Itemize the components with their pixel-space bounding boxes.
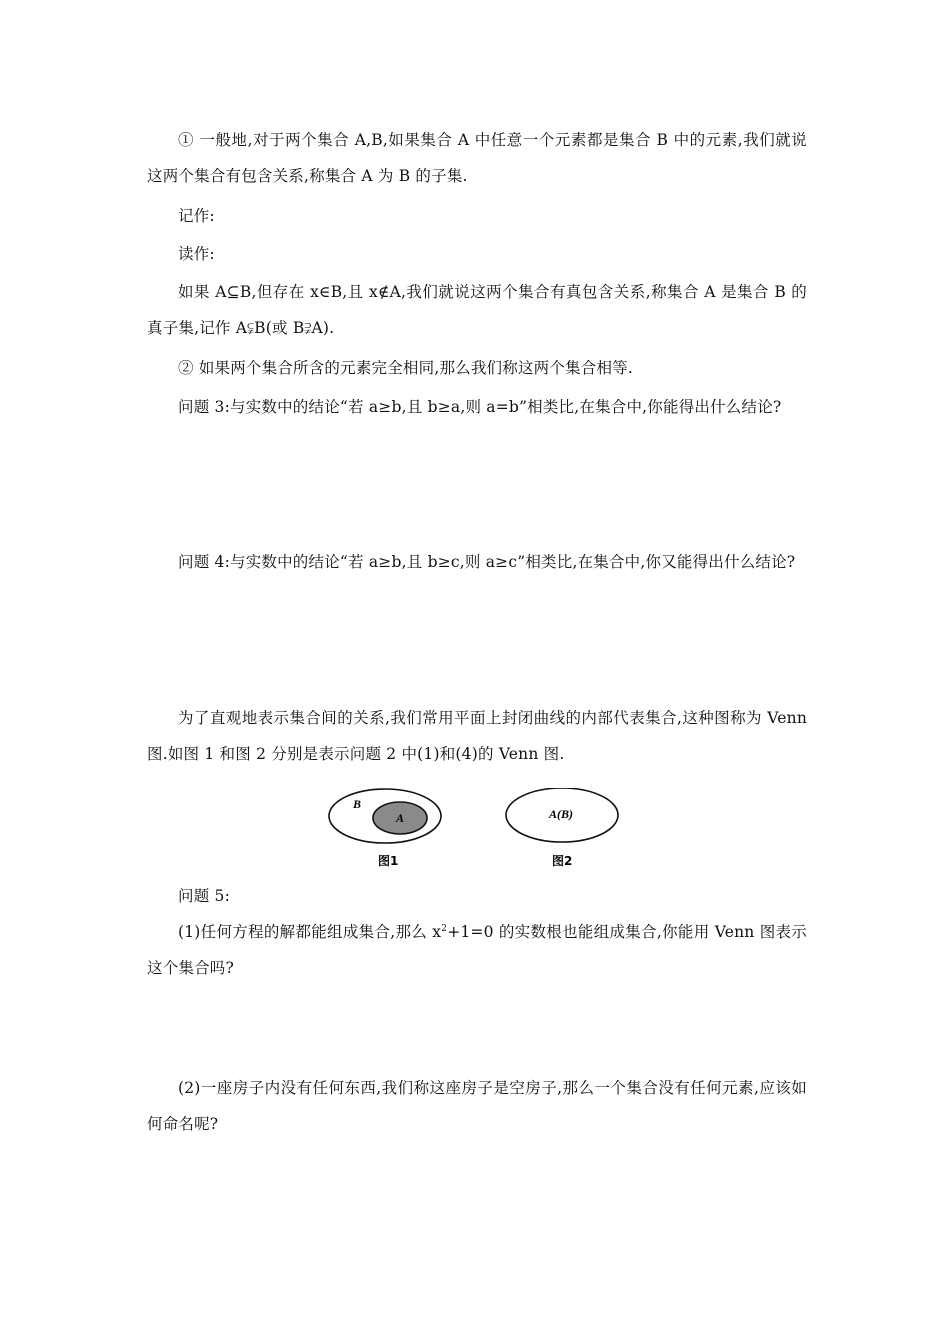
fig2-caption: 图2 bbox=[552, 854, 573, 868]
fig1-label-b: B bbox=[353, 797, 362, 811]
q5-1-text-b: +1=0 的实数根也能组成集合,你能用 Venn 图表示这个集合吗? bbox=[147, 923, 807, 977]
question-5-part-2: (2)一座房子内没有任何东西,我们称这座房子是空房子,那么一个集合没有任何元素,应该如何命名呢? bbox=[147, 1079, 807, 1133]
q5-1-text-a: (1)任何方程的解都能组成集合,那么 x bbox=[178, 923, 442, 941]
question-5-part-1 bbox=[147, 914, 807, 986]
notation-written: 记作: bbox=[178, 207, 215, 225]
definition-proper-subset: 如果 A⊆B,但存在 x∈B,且 x∉A,我们就说这两个集合有真包含关系,称集合 A 是集合 B 的真子集,记作 A⫋B(或 B⫌A). bbox=[147, 283, 807, 337]
venn-diagrams-svg bbox=[327, 788, 627, 870]
definition-subset: ① 一般地,对于两个集合 A,B,如果集合 A 中任意一个元素都是集合 B 中的元素,我们就说这两个集合有包含关系,称集合 A 为 B 的子集. bbox=[147, 131, 807, 185]
venn-figures bbox=[327, 788, 627, 870]
definition-equal-sets: ② 如果两个集合所含的元素完全相同,那么我们称这两个集合相等. bbox=[178, 359, 633, 377]
venn-intro: 为了直观地表示集合间的关系,我们常用平面上封闭曲线的内部代表集合,这种图称为 Venn 图.如图 1 和图 2 分别是表示问题 2 中(1)和(4)的 Venn 图. bbox=[147, 709, 807, 763]
fig2-label-ab: A(B) bbox=[549, 807, 573, 821]
question-4: 问题 4:与实数中的结论“若 a≥b,且 b≥c,则 a≥c”相类比,在集合中,你又能得出什么结论? bbox=[178, 553, 796, 571]
q5-1-exponent: 2 bbox=[441, 923, 448, 934]
question-5-heading: 问题 5: bbox=[178, 887, 231, 905]
fig1-caption: 图1 bbox=[378, 854, 399, 868]
fig1-label-a: A bbox=[396, 811, 405, 825]
question-3: 问题 3:与实数中的结论“若 a≥b,且 b≥a,则 a=b”相类比,在集合中,你能得出什么结论? bbox=[178, 398, 782, 416]
notation-read: 读作: bbox=[178, 245, 215, 263]
